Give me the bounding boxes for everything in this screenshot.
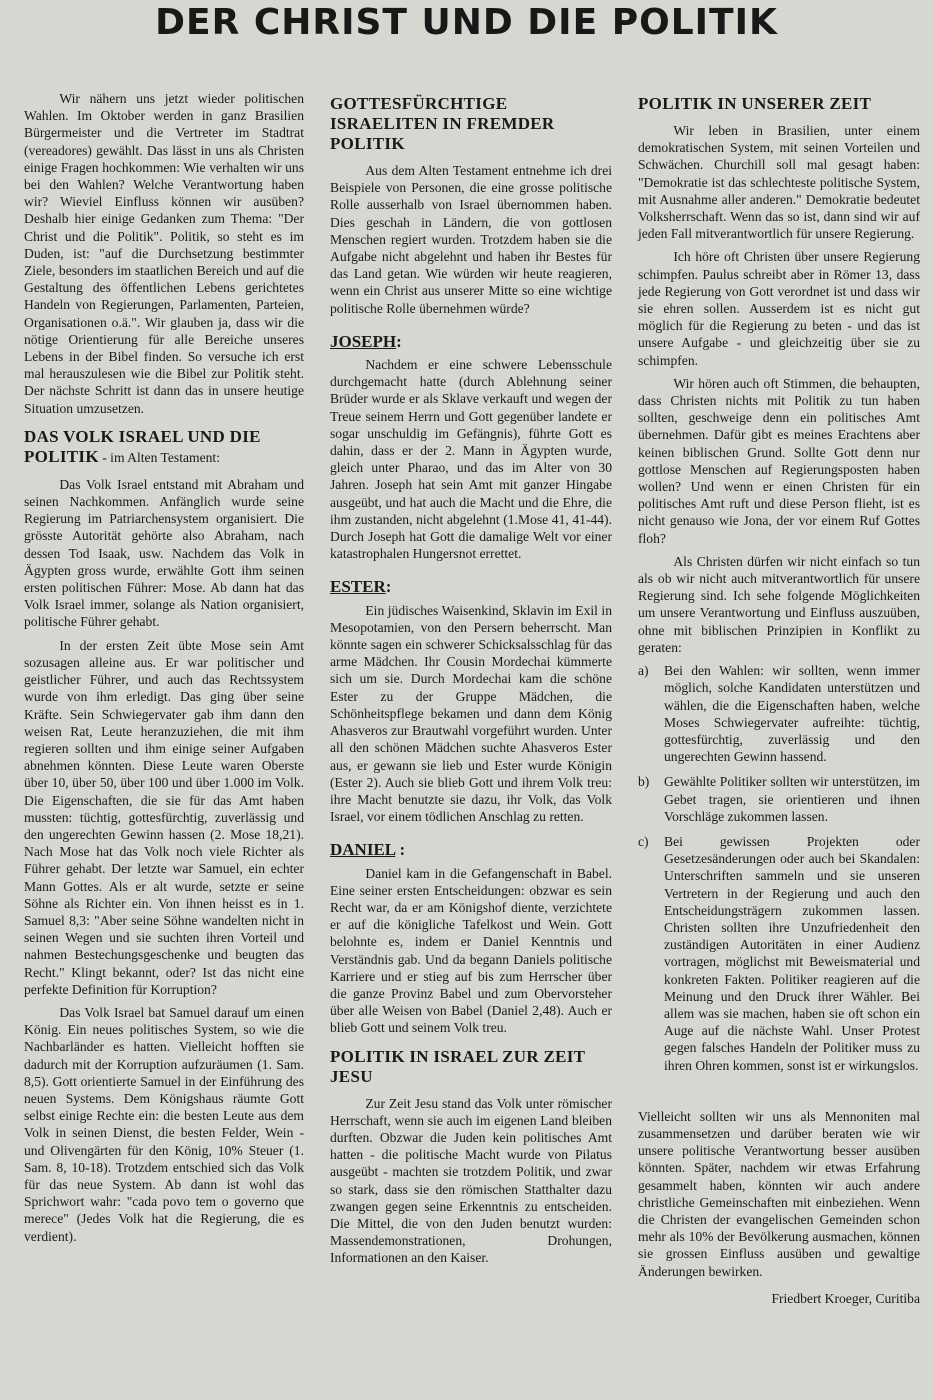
page-title: DER CHRIST UND DIE POLITIK [155, 2, 778, 43]
column-3 [638, 90, 920, 1307]
paragraph: Das Volk Israel entstand mit Abraham und seinen Nachkommen. Anfänglich wurde seine Regierung im Patriarchensystem organisiert. Die grösste Autorität gehörte also Abraham, nach dessen Tod Isaak, usw. Nachdem das Volk in Ägypten gross wurde, erwählte Gott ihm seinen ersten politischen Führer: Mose. Ab dann hat das Volk Israel immer, solange als Nation organisiert, politische Führer gehabt. [24, 476, 304, 630]
intro-paragraph: Wir nähern uns jetzt wieder politischen Wahlen. Im Oktober werden in ganz Brasilien Bürgermeister und die Vertreter im Stadtrat (vereadores) gewählt. Das lässt in uns als Christen einige Fragen hochkommen: Wie verhalten wir uns bei den Wahlen? Welche Verantwortung haben wir? Wieviel Einfluss können wir ausüben? Deshalb hier einige Gedanken zum Thema: "Der Christ und die Politik". Politik, so steht es im Duden, ist: "auf die Durchsetzung bestimmter Ziele, besonders im staatlichen Bereich und auf die Gestaltung des öffentlichen Lebens gerichtetes Handeln von Regierungen, Parlamenten, Parteien, Organisationen o.ä.". Wir glauben ja, dass wir die nötige Orientierung für alle Bereiche unseres Lebens in der Bibel finden. So versuche ich erst mal herauszulesen wie die Bibel zur Politik steht. Der nächste Schritt ist dann das in unsere heutige Situation umzusetzen. [24, 91, 304, 416]
section-heading-today: POLITIK IN UNSERER ZEIT [638, 94, 872, 113]
paragraph: Ich höre oft Christen über unsere Regierung schimpfen. Paulus schreibt aber in Römer 13, dass jede Regierung von Gott verordnet ist und dass wir sie ehren sollen. Ausserdem ist es nicht gut möglich für die Regierung zu beten - und das ist unsere Aufgabe - und gleichzeitig über sie zu schimpfen. [638, 249, 920, 368]
paragraph: Ein jüdisches Waisenkind, Sklavin im Exil in Mesopotamien, von den Persern beherrscht. Man könnte sagen ein schwerer Schicksalsschlag für das arme Mädchen. Ihr Cousin Mordechai kümmerte sich um sie. Durch Mordechai kam die schöne Ester zu der Gruppe Mädchen, die Schönheitspflege bekamen und dann dem König Ahasveros zur Brautwahl vorgeführt wurden. Unter all den schönen Mädchen suchte Ahasveros Ester aus, er gewann sie lieb und Ester wurde Königin (Ester 2). Auch sie blieb Gott und ihrem Volk treu: ihre Macht benutzte sie dazu, ihr Volk, das Volk Israel, vor einem tödlichen Anschlag zu retten. [330, 602, 612, 825]
paragraph: Als Christen dürfen wir nicht einfach so tun als ob wir nicht auch mitverantwortlich für unsere Regierung sind. Ich sehe folgende Möglichkeiten um unsere Verantwortung und Einfluss auszuüben, ohne mit biblischen Prinzipien in Konflikt zu geraten: [638, 553, 920, 655]
list-item [638, 833, 920, 1074]
subheading-text: ESTER [330, 577, 386, 597]
paragraph: Zur Zeit Jesu stand das Volk unter römischer Herrschaft, wenn sie auch im eigenen Land bleiben durften. Obzwar die Juden kein politisches Amt hatten - die politische Macht wurde von Pilatus ausgeübt - machten sie trotzdem Politik, und zwar so stark, dass sie den römischen Statthalter dazu zwangen gegen seine Erkenntnis zu entscheiden. Die Mittel, die von den Juden benutzt wurden: Massendemonstrationen, Drohungen, Informationen an den Kaiser. [330, 1095, 612, 1266]
heading-text: DAS VOLK ISRAEL UND DIE POLITIK [24, 426, 261, 466]
paragraph: In der ersten Zeit übte Mose sein Amt sozusagen alleine aus. Er war politischer und geistlicher Führer, und auch das Rechtssystem wurde von ihm erledigt. Das ging über seine Kräfte. Sein Schwiegervater gab ihm dann den weisen Rat, Leute heranzuziehen, die mit ihm regieren sollten und ihm einige seiner Aufgaben abnehmen könnten. Diese Leute waren Oberste über 10, über 50, über 100 und über 1.000 im Volk. Die Eigenschaften, die sie für das Amt haben mussten: tüchtig, gottesfürchtig, zuverlässig und den ungerechten Gewinn hassen (2. Mose 18,21). Nach Mose hat das Volk noch viele Richter als Führer gehabt. Der letzte war Samuel, ein echter Mann Gottes. Als er alt wurde, setzte er seine Söhne als Richter ein. Von ihnen heisst es in 1. Samuel 8,3: "Aber seine Söhne wandelten nicht in seinen Wegen und sie suchten ihren Vorteil und nahmen Bestechungsgeschenke und beugten das Recht." Klingt bekannt, oder? Ist das nicht eine perfekte Definition für Korruption? [24, 637, 304, 997]
column-2 [330, 90, 612, 1273]
section-heading-israelites: GOTTESFÜRCHTIGE ISRAELITEN IN FREMDER POLITIK [330, 94, 555, 153]
paragraph: Das Volk Israel bat Samuel darauf um einen König. Ein neues politisches System, so wie die Nachbarländer es hatten. Vielleicht hofften sie dadurch mit der Korruption aufzuräumen (1. Sam. 8,5). Gott orientierte Samuel in der Einführung des neuen Systems. Dem Königshaus räumte Gott selbst einige Rechte ein: die besten Leute aus dem Volk in seinen Dienst, die besten Felder, Wein - und Olivengärten für den König, 10% Steuer (1. Sam. 8, 10-18). Trotzdem entschied sich das Volk für das neue System. Ab dann ist wohl das Sprichwort wahr: "cada povo tem o governo que merece" (Jedes Volk hat die Regierung, die es verdient). [24, 1004, 304, 1244]
paragraph: Wir hören auch oft Stimmen, die behaupten, dass Christen nichts mit Politik zu tun haben sollten, geschweige denn ein politisches Amt übernehmen. Dafür gibt es meines Erachtens aber keinen biblischen Grund. Sollte Gott denn nur gottlose Menschen auf Regierungsposten haben wollen? Und wenn er einen Christen für ein politisches Amt ruft und diese Person flieht, ist es nicht genauso wie Jona, der vor einem Ruf Gottes floh? [638, 375, 920, 546]
list-marker: b) [638, 774, 650, 790]
column-1 [24, 90, 304, 1251]
list-item [638, 773, 920, 825]
heading-subtitle: - im Alten Testament: [98, 449, 220, 465]
section-heading-israel [24, 427, 304, 468]
paragraph: Daniel kam in die Gefangenschaft in Babel. Eine seiner ersten Entscheidungen: obzwar es sein Recht war, da er am Königshof diente, verzichtete er auf die königliche Tafelkost und Wein. Gott belohnte es, indem er Daniel Kenntnis und Verständnis gab. Und da begann Daniels politische Karriere und er stieg auf bis zum Herrscher über die ganze Provinz Babel und zum Obervorsteher über alle Weisen von Babel (Daniel 2,48). Auch er blieb Gott und seinem Volk treu. [330, 865, 612, 1036]
subheading-text: JOSEPH [330, 331, 397, 351]
subheading-joseph: JOSEPH: [330, 331, 402, 351]
closing-paragraph: Vielleicht sollten wir uns als Mennoniten mal zusammensetzen und darüber beraten wie wir unsere politische Verantwortung besser ausüben könnten. Später, nachdem wir etwas Erfahrung gesammelt haben, könnten wir auch andere christliche Gemeinschaften mit einbeziehen. Wenn die Christen der evangelischen Gemeinden schon mehr als 10% der Bevölkerung ausmachen, können sie grossen Einfluss ausüben und gewaltige Änderungen bewirken. [638, 1108, 920, 1279]
list-item [638, 662, 920, 765]
subheading-daniel: DANIEL : [330, 840, 406, 860]
section-heading-jesus: POLITIK IN ISRAEL ZUR ZEIT JESU [330, 1046, 586, 1086]
paragraph: Wir leben in Brasilien, unter einem demokratischen System, mit seinen Vorteilen und Schwächen. Churchill soll mal gesagt haben: "Demokratie ist das schlechteste politische System, mit Ausnahme aller anderen." Demokratie bedeutet Volksherrschaft. Wenn das so ist, dann sind wir auf jeden Fall mitverantwortlich für unsere Regierung. [638, 123, 920, 242]
subheading-ester: ESTER: [330, 577, 392, 597]
list-marker: c) [638, 833, 649, 849]
subheading-text: DANIEL [330, 840, 396, 860]
list-text: Bei gewissen Projekten oder Gesetzesänderungen oder auch bei Skandalen: Unterschriften sammeln und sie unseren Vertretern in der Regierung und auch den Entscheidungsträgern zukommen lassen. Christen sollten ihre Unzufriedenheit den zuständigen Autoritäten in einer Audienz vortragen, möglichst mit Beweismaterial und konkreten Fakten. Politiker reagieren auf die Meinung und den Druck ihrer Wähler. Bei allem was sie machen, haben sie oft schon ein Auge auf die nächste Wahl. Unser Protest gegen falsches Handeln der Politiker muss zu ihren Ohren kommen, sonst ist er wirkungslos. [664, 833, 920, 1073]
paragraph: Aus dem Alten Testament entnehme ich drei Beispiele von Personen, die eine grosse politische Rolle ausserhalb von Israel übernommen haben. Dies geschah in Ländern, die von gottlosen Menschen regiert wurden. Trotzdem haben sie die Aufgabe nicht abgelehnt und haben ihr Bestes für das Land getan. Wie würden wir heute reagieren, wenn ein Christ aus unserer Mitte so eine wichtige politische Rolle übernehmen würde? [330, 163, 612, 316]
list-marker: a) [638, 663, 649, 679]
paragraph: Nachdem er eine schwere Lebensschule durchgemacht hatte (durch Ablehnung seiner Brüder wurde er als Sklave verkauft und wegen der Treue seinem Herrn und Gott gegenüber landete er sogar unschuldig im Gefängnis), führte Gott es dahin, dass er der 2. Mann in Ägypten wurde, gleich unter Pharao, und das im Alter von 30 Jahren. Joseph hat sein Amt mit ganzer Hingabe ausgeübt, und hat auch die Macht und die Ehre, die ihm zustanden, nicht abgelehnt (1.Mose 41, 41-44). Durch Joseph hat Gott die damalige Welt vor einer katastrophalen Hungersnot errettet. [330, 357, 612, 562]
list-text: Bei den Wahlen: wir sollten, wenn immer möglich, solche Kandidaten unterstützen und wählen, die die Eigenschaften haben, welche Moses Schwiegervater aufreihte: tüchtig, gottesfürchtig, zuverlässig und den ungerechten Gewinn hassend. [664, 663, 920, 765]
author-signature: Friedbert Kroeger, Curitiba [771, 1290, 920, 1306]
list-text: Gewählte Politiker sollten wir unterstützen, im Gebet tragen, sie orientieren und ihnen Vorschläge zukommen lassen. [664, 774, 920, 824]
